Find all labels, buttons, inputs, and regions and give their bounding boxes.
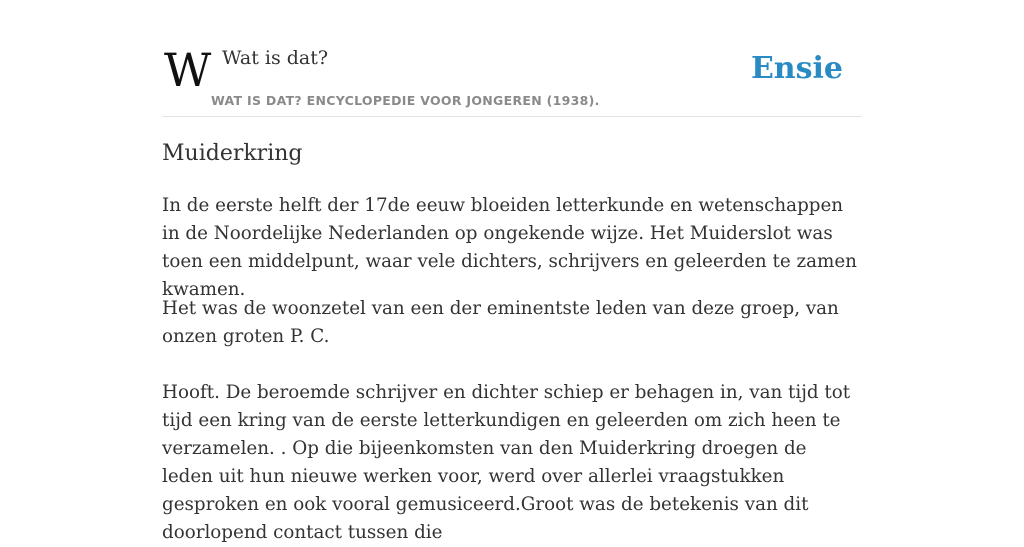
site-title[interactable]: Wat is dat? — [222, 47, 329, 69]
page — [162, 0, 862, 543]
wikipedia-w-icon[interactable] — [162, 43, 212, 97]
article-paragraph: Het was de woonzetel van een der eminentste leden van deze groep, van onzen groten P. C. — [162, 298, 839, 347]
article-title: Muiderkring — [162, 141, 303, 166]
site-subtitle: WAT IS DAT? ENCYCLOPEDIE VOOR JONGEREN (1938). — [211, 93, 600, 108]
ensie-brand-link[interactable]: Ensie — [750, 51, 843, 86]
svg-text:W: W — [164, 43, 212, 97]
header — [162, 0, 862, 117]
article-paragraph: In de eerste helft der 17de eeuw bloeiden letterkunde en wetenschappen in de Noordelijke Nederlanden op ongekende wijze. Het Muiderslot was toen een middelpunt, waar vele dichters, schrijvers en geleerden te zamen kwamen. — [162, 195, 857, 300]
article-paragraph: Hooft. De beroemde schrijver en dichter schiep er behagen in, van tijd tot tijd een kring van de eerste letterkundigen en geleerden om zich heen te verzamelen. . Op die bijeenkomsten van den Muiderkring droegen de leden uit hun nieuwe werken voor, werd over allerlei vraagstukken gesproken en ook vooral gemusiceerd.Groot was de betekenis van dit doorlopend contact tussen die — [162, 382, 851, 543]
